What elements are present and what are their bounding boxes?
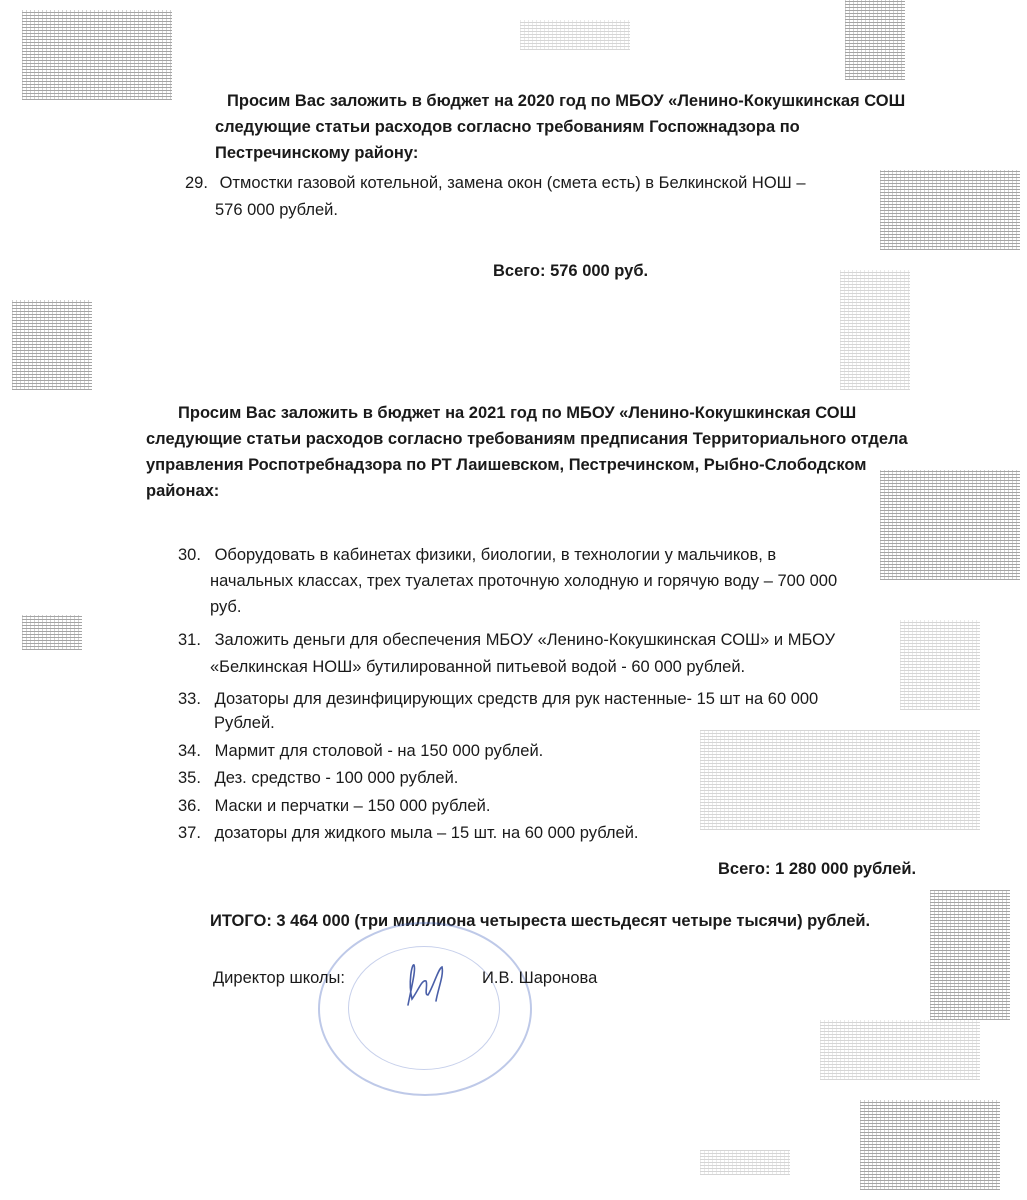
item-line: Маски и перчатки – 150 000 рублей. bbox=[214, 797, 491, 815]
scan-noise-right-5 bbox=[700, 730, 980, 830]
item-line: Заложить деньги для обеспечения МБОУ «Ленино-Кокушкинская СОШ» и МБОУ bbox=[214, 631, 836, 649]
item-number: 35. bbox=[178, 769, 201, 787]
list-item-31 bbox=[178, 627, 928, 653]
list-item-34 bbox=[178, 738, 543, 764]
scan-noise-bottom-right bbox=[860, 1100, 1000, 1190]
scan-noise-right-upper bbox=[845, 0, 905, 80]
list-item-29-amount: 576 000 рублей. bbox=[215, 201, 338, 219]
item-number: 33. bbox=[178, 690, 201, 708]
list-item-37 bbox=[178, 820, 639, 846]
scan-noise-left-low bbox=[22, 615, 82, 650]
intro-2020: Просим Вас заложить в бюджет на 2020 год по МБОУ «Ленино-Кокушкинская СОШ следующие статьи расходов согласно требованиям Госпожнадзора по Пестречинскому району: bbox=[215, 92, 906, 162]
item-number: 37. bbox=[178, 824, 201, 842]
item-text: Отмостки газовой котельной, замена окон (смета есть) в Белкинской НОШ – bbox=[219, 174, 806, 192]
list-item-35 bbox=[178, 765, 458, 791]
item-number: 29. bbox=[185, 174, 208, 192]
item-line: Дез. средство - 100 000 рублей. bbox=[214, 769, 459, 787]
scan-noise-bottom-center bbox=[700, 1150, 790, 1175]
item-number: 30. bbox=[178, 546, 201, 564]
item-number: 31. bbox=[178, 631, 201, 649]
total-2020: Всего: 576 000 руб. bbox=[493, 262, 649, 280]
total-2021: Всего: 1 280 000 рублей. bbox=[718, 860, 917, 878]
item-line: Мармит для столовой - на 150 000 рублей. bbox=[214, 742, 544, 760]
grand-total: ИТОГО: 3 464 000 (три миллиона четыреста шестьдесят четыре тысячи) рублей. bbox=[210, 912, 871, 930]
list-item-33 bbox=[178, 686, 928, 712]
item-line: Оборудовать в кабинетах физики, биологии, в технологии у мальчиков, в bbox=[214, 546, 777, 564]
scan-noise-right-6 bbox=[930, 890, 1010, 1020]
signature-name: И.В. Шаронова bbox=[482, 969, 598, 987]
intro-2021: Просим Вас заложить в бюджет на 2021 год по МБОУ «Ленино-Кокушкинская СОШ следующие статьи расходов согласно требованиям предписания Территориального отдела управления Роспотребнадзора по РТ Лаишевском, Пестречинском, Рыбно-Слободском районах: bbox=[146, 404, 908, 500]
signature-role: Директор школы: bbox=[213, 969, 345, 987]
item-number: 36. bbox=[178, 797, 201, 815]
scan-noise-right-2 bbox=[840, 270, 910, 390]
item-line: Дозаторы для дезинфицирующих средств для рук настенные- 15 шт на 60 000 bbox=[214, 690, 819, 708]
item-number: 34. bbox=[178, 742, 201, 760]
list-item-29 bbox=[185, 170, 905, 196]
list-item-30-line3: руб. bbox=[210, 598, 242, 616]
list-item-33-line2: Рублей. bbox=[214, 714, 275, 732]
list-item-30-line2: начальных классах, трех туалетах проточную холодную и горячую воду – 700 000 bbox=[210, 572, 838, 590]
item-line: дозаторы для жидкого мыла – 15 шт. на 60 000 рублей. bbox=[214, 824, 639, 842]
list-item-31-line2: «Белкинская НОШ» бутилированной питьевой водой - 60 000 рублей. bbox=[210, 658, 746, 676]
scan-noise-top-center bbox=[520, 20, 630, 50]
handwritten-signature bbox=[398, 955, 458, 1015]
scan-noise-top-left bbox=[22, 10, 172, 100]
list-item-30 bbox=[178, 542, 928, 568]
list-item-36 bbox=[178, 793, 490, 819]
scan-noise-left-mid bbox=[12, 300, 92, 390]
scan-noise-right-7 bbox=[820, 1020, 980, 1080]
